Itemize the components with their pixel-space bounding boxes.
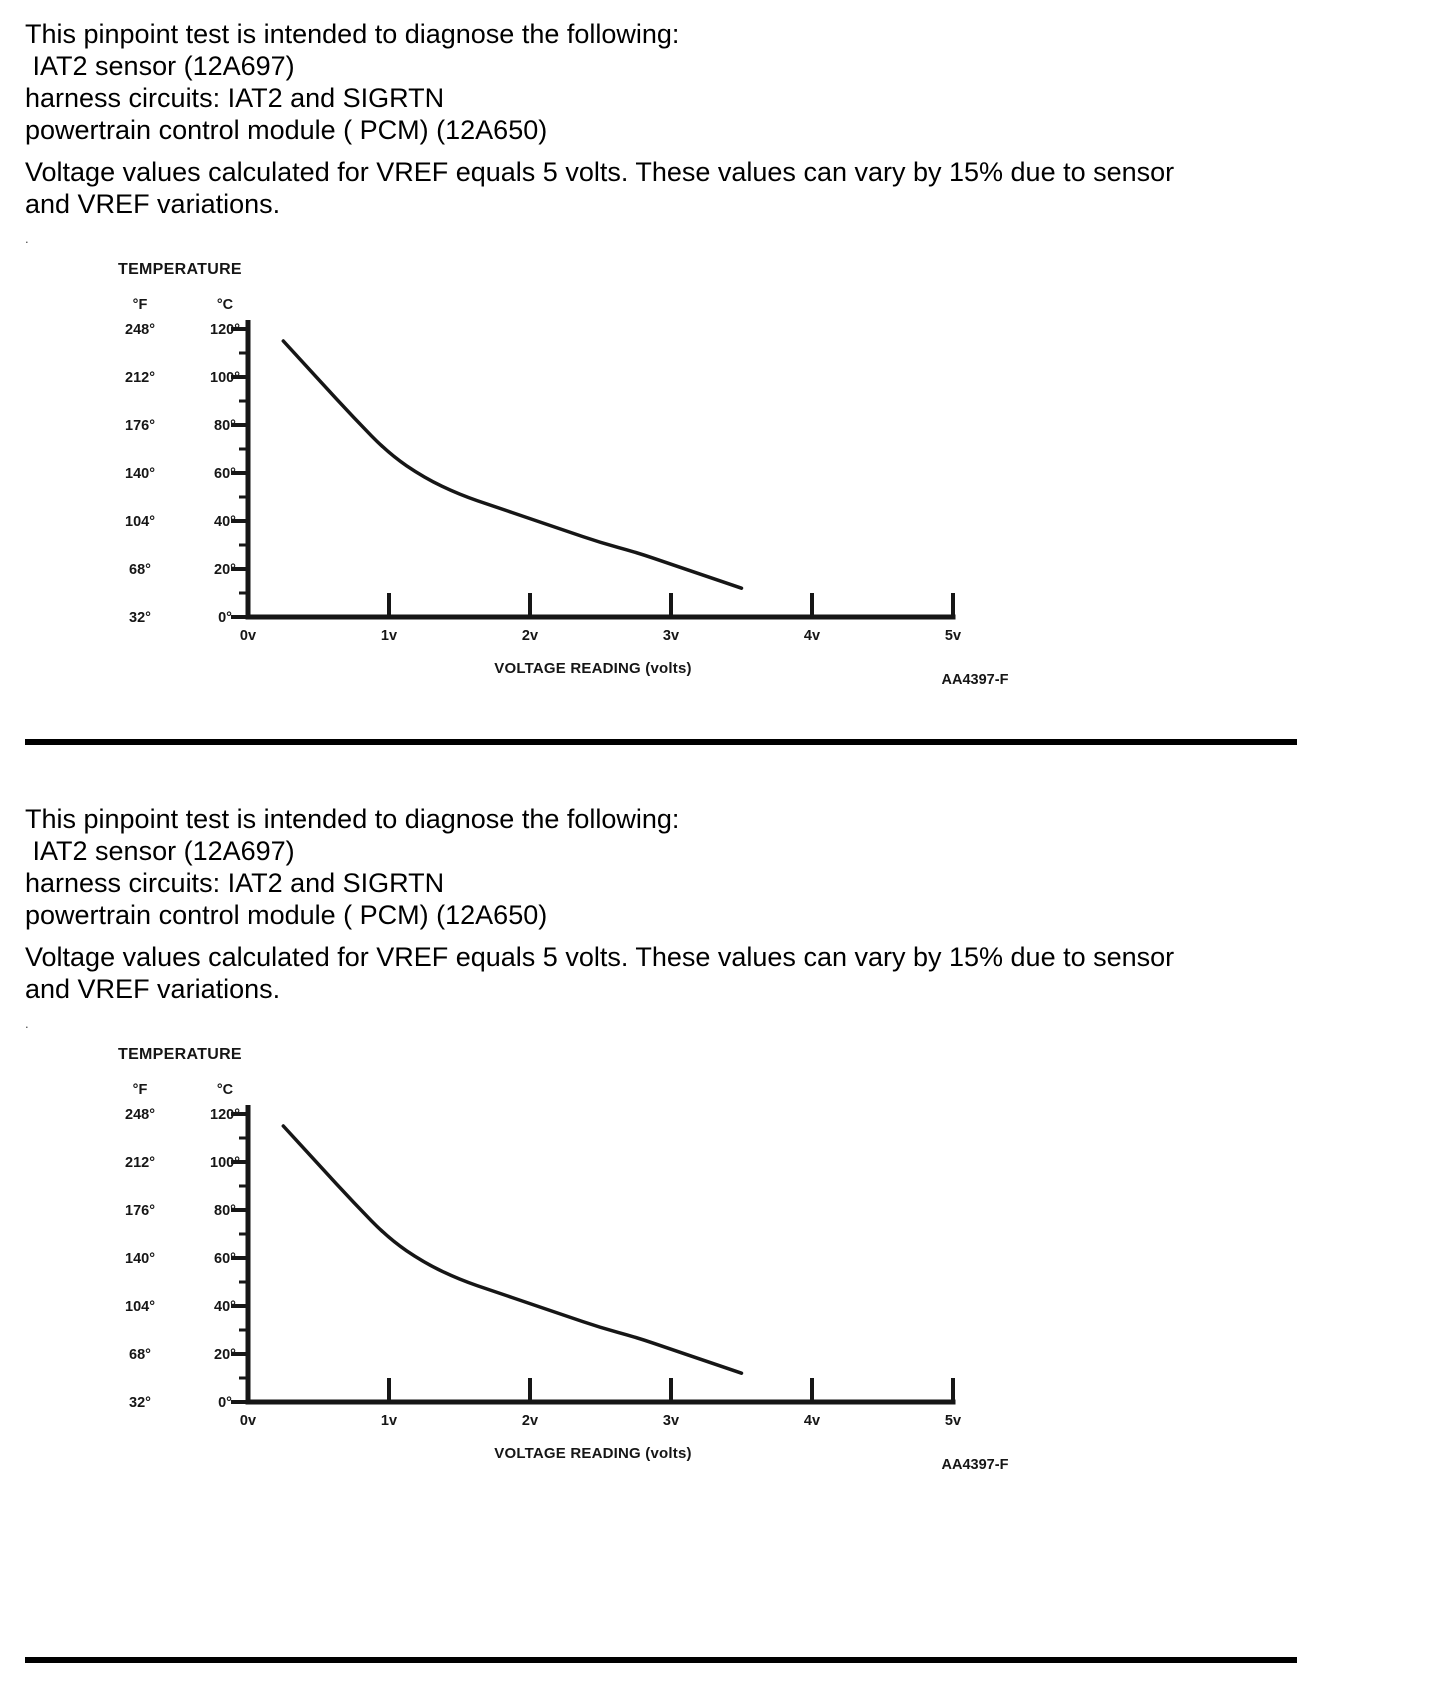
celsius-tick-label: 40° [214, 514, 236, 530]
x-tick-label: 3v [662, 628, 680, 644]
x-axis-title: VOLTAGE READING (volts) [494, 660, 692, 677]
note-line: and VREF variations. [25, 974, 281, 1004]
celsius-header: °C [216, 297, 234, 313]
celsius-tick-label: 0° [218, 610, 232, 626]
celsius-tick-label: 120° [210, 322, 240, 338]
x-tick-label: 4v [803, 1413, 821, 1429]
note-line: Voltage values calculated for VREF equals 5 volts. These values can vary by 15% due to sensor [25, 942, 1175, 972]
intro-line: This pinpoint test is intended to diagnose the following: [25, 804, 680, 834]
fahrenheit-tick-label: 248° [125, 322, 155, 338]
intro-line: powertrain control module ( PCM) (12A650) [25, 115, 548, 145]
fahrenheit-tick-label: 32° [129, 1395, 151, 1411]
x-axis-title: VOLTAGE READING (volts) [494, 1445, 692, 1462]
stray-period: . [25, 1016, 29, 1031]
pinpoint-test-section-2 [25, 803, 1431, 1482]
fahrenheit-header: °F [132, 1082, 148, 1098]
fahrenheit-tick-label: 248° [125, 1107, 155, 1123]
x-tick-label: 1v [380, 1413, 398, 1429]
celsius-tick-label: 100° [210, 370, 240, 386]
x-tick-label: 5v [944, 1413, 962, 1429]
note-line: Voltage values calculated for VREF equals 5 volts. These values can vary by 15% due to sensor [25, 157, 1175, 187]
note-line: and VREF variations. [25, 189, 281, 219]
fahrenheit-tick-label: 68° [129, 562, 151, 578]
bottom-divider [25, 1657, 1297, 1663]
fahrenheit-tick-label: 68° [129, 1347, 151, 1363]
intro-line: harness circuits: IAT2 and SIGRTN [25, 83, 445, 113]
celsius-tick-label: 20° [214, 1347, 236, 1363]
intro-line: IAT2 sensor (12A697) [25, 836, 295, 866]
sensor-response-curve [283, 341, 741, 588]
celsius-tick-label: 120° [210, 1107, 240, 1123]
fahrenheit-header: °F [132, 297, 148, 313]
pinpoint-test-section-1 [25, 18, 1431, 697]
sensor-response-curve [283, 1126, 741, 1373]
chart-title: TEMPERATURE [118, 261, 242, 278]
x-tick-label: 3v [662, 1413, 680, 1429]
intro-line: This pinpoint test is intended to diagnose the following: [25, 19, 680, 49]
celsius-tick-label: 0° [218, 1395, 232, 1411]
celsius-tick-label: 20° [214, 562, 236, 578]
section-divider [25, 739, 1297, 745]
fahrenheit-tick-label: 140° [125, 466, 155, 482]
celsius-tick-label: 40° [214, 1299, 236, 1315]
x-tick-label: 2v [521, 628, 539, 644]
x-tick-label: 4v [803, 628, 821, 644]
figure-code: AA4397-F [941, 1457, 1009, 1473]
x-tick-label: 2v [521, 1413, 539, 1429]
vref-note [25, 156, 1431, 220]
intro-line: harness circuits: IAT2 and SIGRTN [25, 868, 445, 898]
chart-figure [113, 1037, 1431, 1482]
celsius-tick-label: 60° [214, 466, 236, 482]
figure-code: AA4397-F [941, 672, 1009, 688]
fahrenheit-tick-label: 140° [125, 1251, 155, 1267]
celsius-tick-label: 80° [214, 418, 236, 434]
temperature-voltage-chart [113, 252, 1113, 697]
fahrenheit-tick-label: 212° [125, 370, 155, 386]
intro-line: powertrain control module ( PCM) (12A650) [25, 900, 548, 930]
chart-title: TEMPERATURE [118, 1046, 242, 1063]
x-tick-label: 1v [380, 628, 398, 644]
diagnosis-intro [25, 18, 1431, 146]
fahrenheit-tick-label: 32° [129, 610, 151, 626]
intro-line: IAT2 sensor (12A697) [25, 51, 295, 81]
celsius-tick-label: 100° [210, 1155, 240, 1171]
chart-figure [113, 252, 1431, 697]
diagnosis-intro [25, 803, 1431, 931]
temperature-voltage-chart [113, 1037, 1113, 1482]
celsius-tick-label: 80° [214, 1203, 236, 1219]
x-tick-label: 0v [239, 628, 257, 644]
vref-note [25, 941, 1431, 1005]
fahrenheit-tick-label: 104° [125, 514, 155, 530]
celsius-tick-label: 60° [214, 1251, 236, 1267]
x-tick-label: 0v [239, 1413, 257, 1429]
stray-period: . [25, 231, 29, 246]
fahrenheit-tick-label: 212° [125, 1155, 155, 1171]
fahrenheit-tick-label: 104° [125, 1299, 155, 1315]
fahrenheit-tick-label: 176° [125, 418, 155, 434]
x-tick-label: 5v [944, 628, 962, 644]
celsius-header: °C [216, 1082, 234, 1098]
fahrenheit-tick-label: 176° [125, 1203, 155, 1219]
